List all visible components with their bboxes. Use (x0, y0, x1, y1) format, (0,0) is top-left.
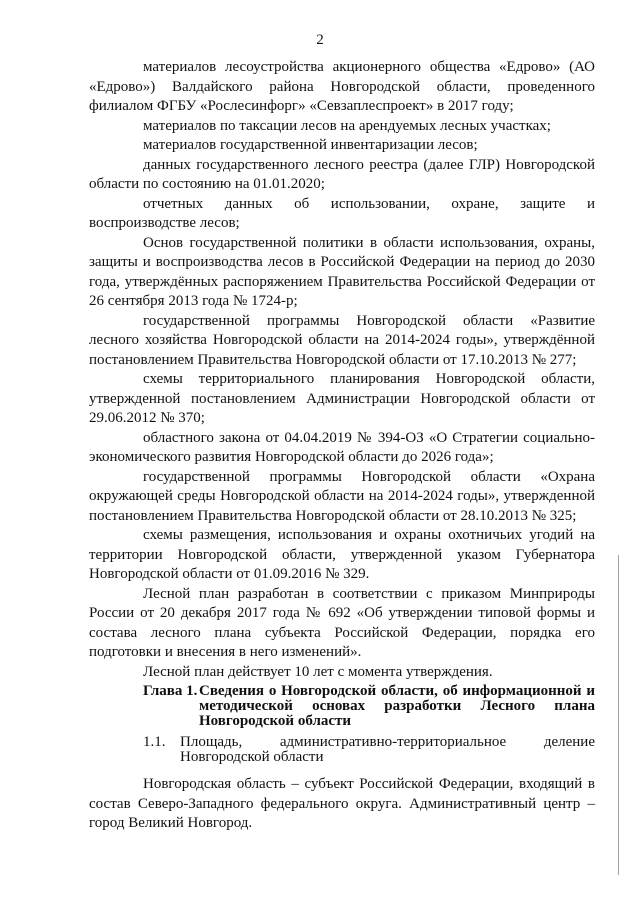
paragraph-forestry-program: государственной программы Новгородской области «Развитие лесного хозяйства Новгородской области на 2014-2024 годы», утверждённой постановлением Правительства Новгородской области от 17.10.2013 № 277; (89, 312, 595, 368)
paragraph-territorial-planning: схемы территориального планирования Новгородской области, утвержденной постановлением Администрации Новгородской области от 29.06.2012 № 370; (89, 371, 595, 426)
chapter-heading (89, 684, 595, 729)
section-title: Площадь, административно-территориальное деление Новгородской области (180, 734, 595, 765)
paragraph-hunting-grounds: схемы размещения, использования и охраны охотничьих угодий на территории Новгородской области, утвержденной указом Губернатора Новгородской области от 01.09.2016 № 329. (89, 527, 595, 582)
paragraph-source-glr: данных государственного лесного реестра (далее ГЛР) Новгородской области по состоянию на 01.01.2020; (89, 156, 595, 192)
paragraph-environment-program: государственной программы Новгородской области «Охрана окружающей среды Новгородской области на 2014-2024 годы», утвержденной постановлением Правительства Новгородской области от 28.10.2013 № 325; (89, 468, 595, 524)
section-number: 1.1. (143, 734, 166, 750)
scan-margin-line (618, 555, 621, 875)
page-number: 2 (316, 32, 324, 48)
paragraph-regional-law: областного закона от 04.04.2019 № 394-ОЗ «О Стратегии социально-экономического развития Новгородской области до 2026 года»; (89, 429, 595, 465)
chapter-title: Сведения о Новгородской области, об информационной и методической основах разработки Лесного плана Новгородской области (199, 683, 595, 729)
paragraph-validity: Лесной план действует 10 лет с момента утверждения. (143, 663, 493, 680)
paragraph-legal-basis: Лесной план разработан в соответствии с приказом Минприроды России от 20 декабря 2017 года № 692 «Об утверждении типовой формы и состава лесного плана субъекта Российской Федерации, порядка его подготовки и внесения в него изменений». (89, 585, 595, 660)
document-body (89, 58, 595, 834)
paragraph-source-inventory: материалов государственной инвентаризации лесов; (143, 137, 478, 153)
section-heading (89, 735, 595, 765)
paragraph-source-reports: отчетных данных об использовании, охране, защите и воспроизводстве лесов; (89, 195, 595, 231)
paragraph-state-policy: Основ государственной политики в области использования, охраны, защиты и воспроизводства лесов в Российской Федерации на период до 2030 года, утверждённых распоряжением Правительства Российской Федерации от 26 сентября 2013 года № 1724-р; (89, 234, 595, 309)
paragraph-region-description: Новгородская область – субъект Российской Федерации, входящий в состав Северо-Западного федерального округа. Административный центр – город Великий Новгород. (89, 776, 595, 831)
paragraph-source-taxation: материалов по таксации лесов на арендуемых лесных участках; (143, 117, 551, 134)
paragraph-source-forest-management: материалов лесоустройства акционерного общества «Едрово» (АО «Едрово») Валдайского района Новгородской области, проведенного филиалом ФГБУ «Рослесинфорг» «Севзаплеспроект» в 2017 году; (89, 59, 595, 114)
chapter-label: Глава 1. (143, 683, 198, 699)
